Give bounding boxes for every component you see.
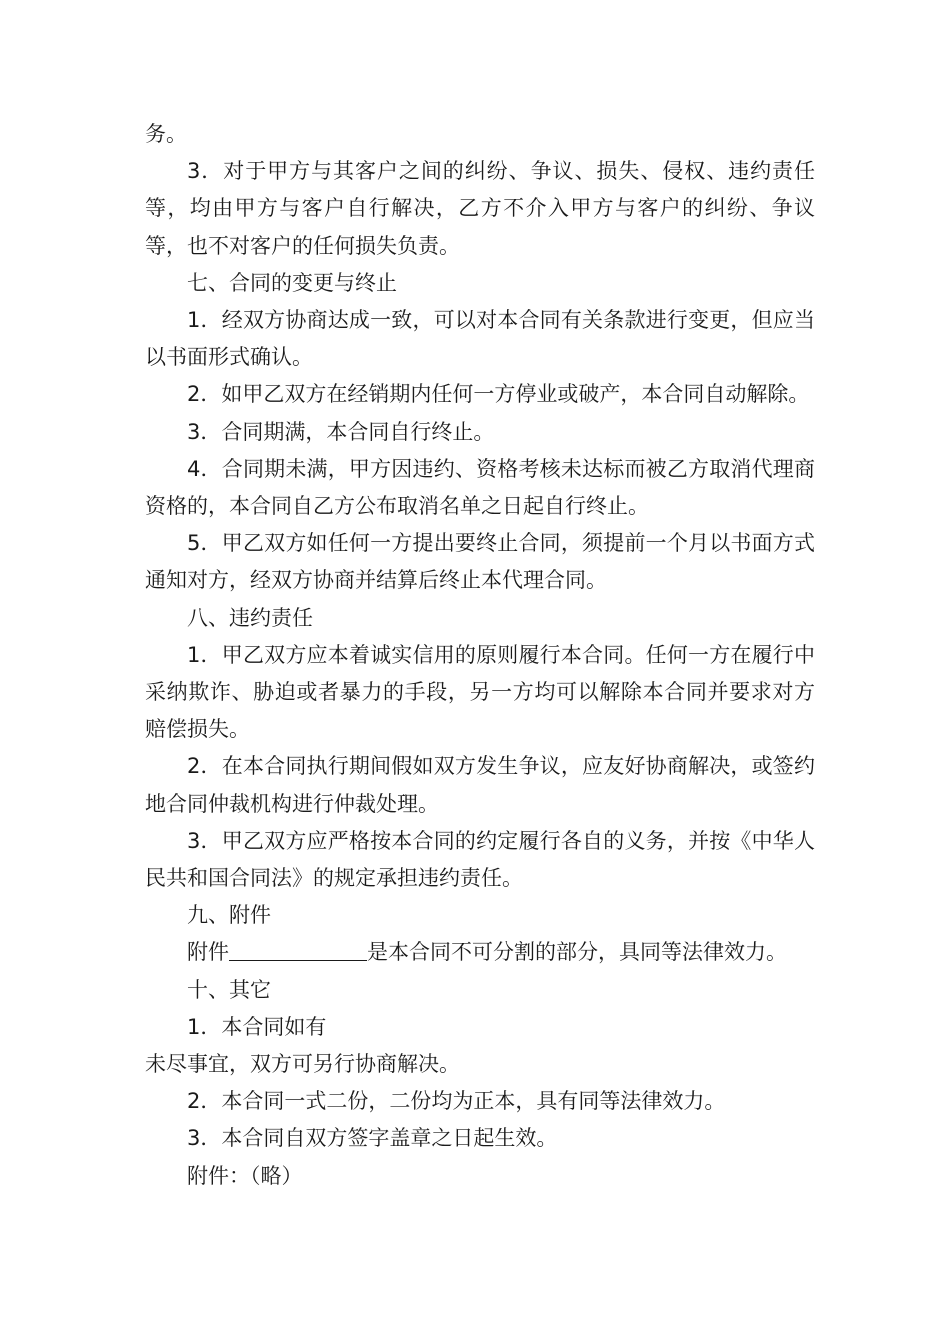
section-heading-10: 十、其它 <box>187 977 271 1002</box>
clause-6-3: 3．对于甲方与其客户之间的纠纷、争议、损失、侵权、违约责任等，均由甲方与客户自行解决，乙方不介入甲方与客户的纠纷、争议等，也不对客户的任何损失负责。 <box>145 159 815 258</box>
attachment-clause <box>145 934 815 971</box>
section-heading-9: 九、附件 <box>187 903 271 928</box>
clause-10-1-start: 1．本合同如有 <box>187 1014 327 1039</box>
clause-7-3: 3．合同期满，本合同自行终止。 <box>187 419 495 444</box>
attachment-note: 附件：（略） <box>187 1163 303 1188</box>
document-body <box>145 116 815 1195</box>
paragraph-continuation: 务。 <box>145 122 187 146</box>
clause-7-5: 5．甲乙双方如任何一方提出要终止合同，须提前一个月以书面方式通知对方，经双方协商并结算后终止本代理合同。 <box>145 531 815 593</box>
section-heading-8: 八、违约责任 <box>187 605 313 630</box>
clause-7-4: 4．合同期未满，甲方因违约、资格考核未达标而被乙方取消代理商资格的，本合同自乙方公布取消名单之日起自行终止。 <box>145 456 815 519</box>
clause-8-3: 3．甲乙双方应严格按本合同的约定履行各自的义务，并按《中华人民共和国合同法》的规定承担违约责任。 <box>145 828 815 891</box>
attachment-label: 附件 <box>187 940 229 965</box>
clause-7-1: 1．经双方协商达成一致，可以对本合同有关条款进行变更，但应当以书面形式确认。 <box>145 308 815 370</box>
clause-8-2: 2．在本合同执行期间假如双方发生争议，应友好协商解决，或签约地合同仲裁机构进行仲裁处理。 <box>145 754 815 816</box>
clause-7-2: 2．如甲乙双方在经销期内任何一方停业或破产，本合同自动解除。 <box>187 382 810 407</box>
section-heading-7: 七、合同的变更与终止 <box>187 270 397 295</box>
clause-10-1-end: 未尽事宜，双方可另行协商解决。 <box>145 1052 460 1077</box>
attachment-clause-text: 是本合同不可分割的部分，具同等法律效力。 <box>367 940 787 965</box>
attachment-blank-line <box>229 940 367 961</box>
clause-8-1: 1．甲乙双方应本着诚实信用的原则履行本合同。任何一方在履行中采纳欺诈、胁迫或者暴力的手段，另一方均可以解除本合同并要求对方赔偿损失。 <box>145 642 815 742</box>
clause-10-3: 3．本合同自双方签字盖章之日起生效。 <box>187 1126 558 1151</box>
clause-10-2: 2．本合同一式二份，二份均为正本，具有同等法律效力。 <box>187 1089 726 1114</box>
